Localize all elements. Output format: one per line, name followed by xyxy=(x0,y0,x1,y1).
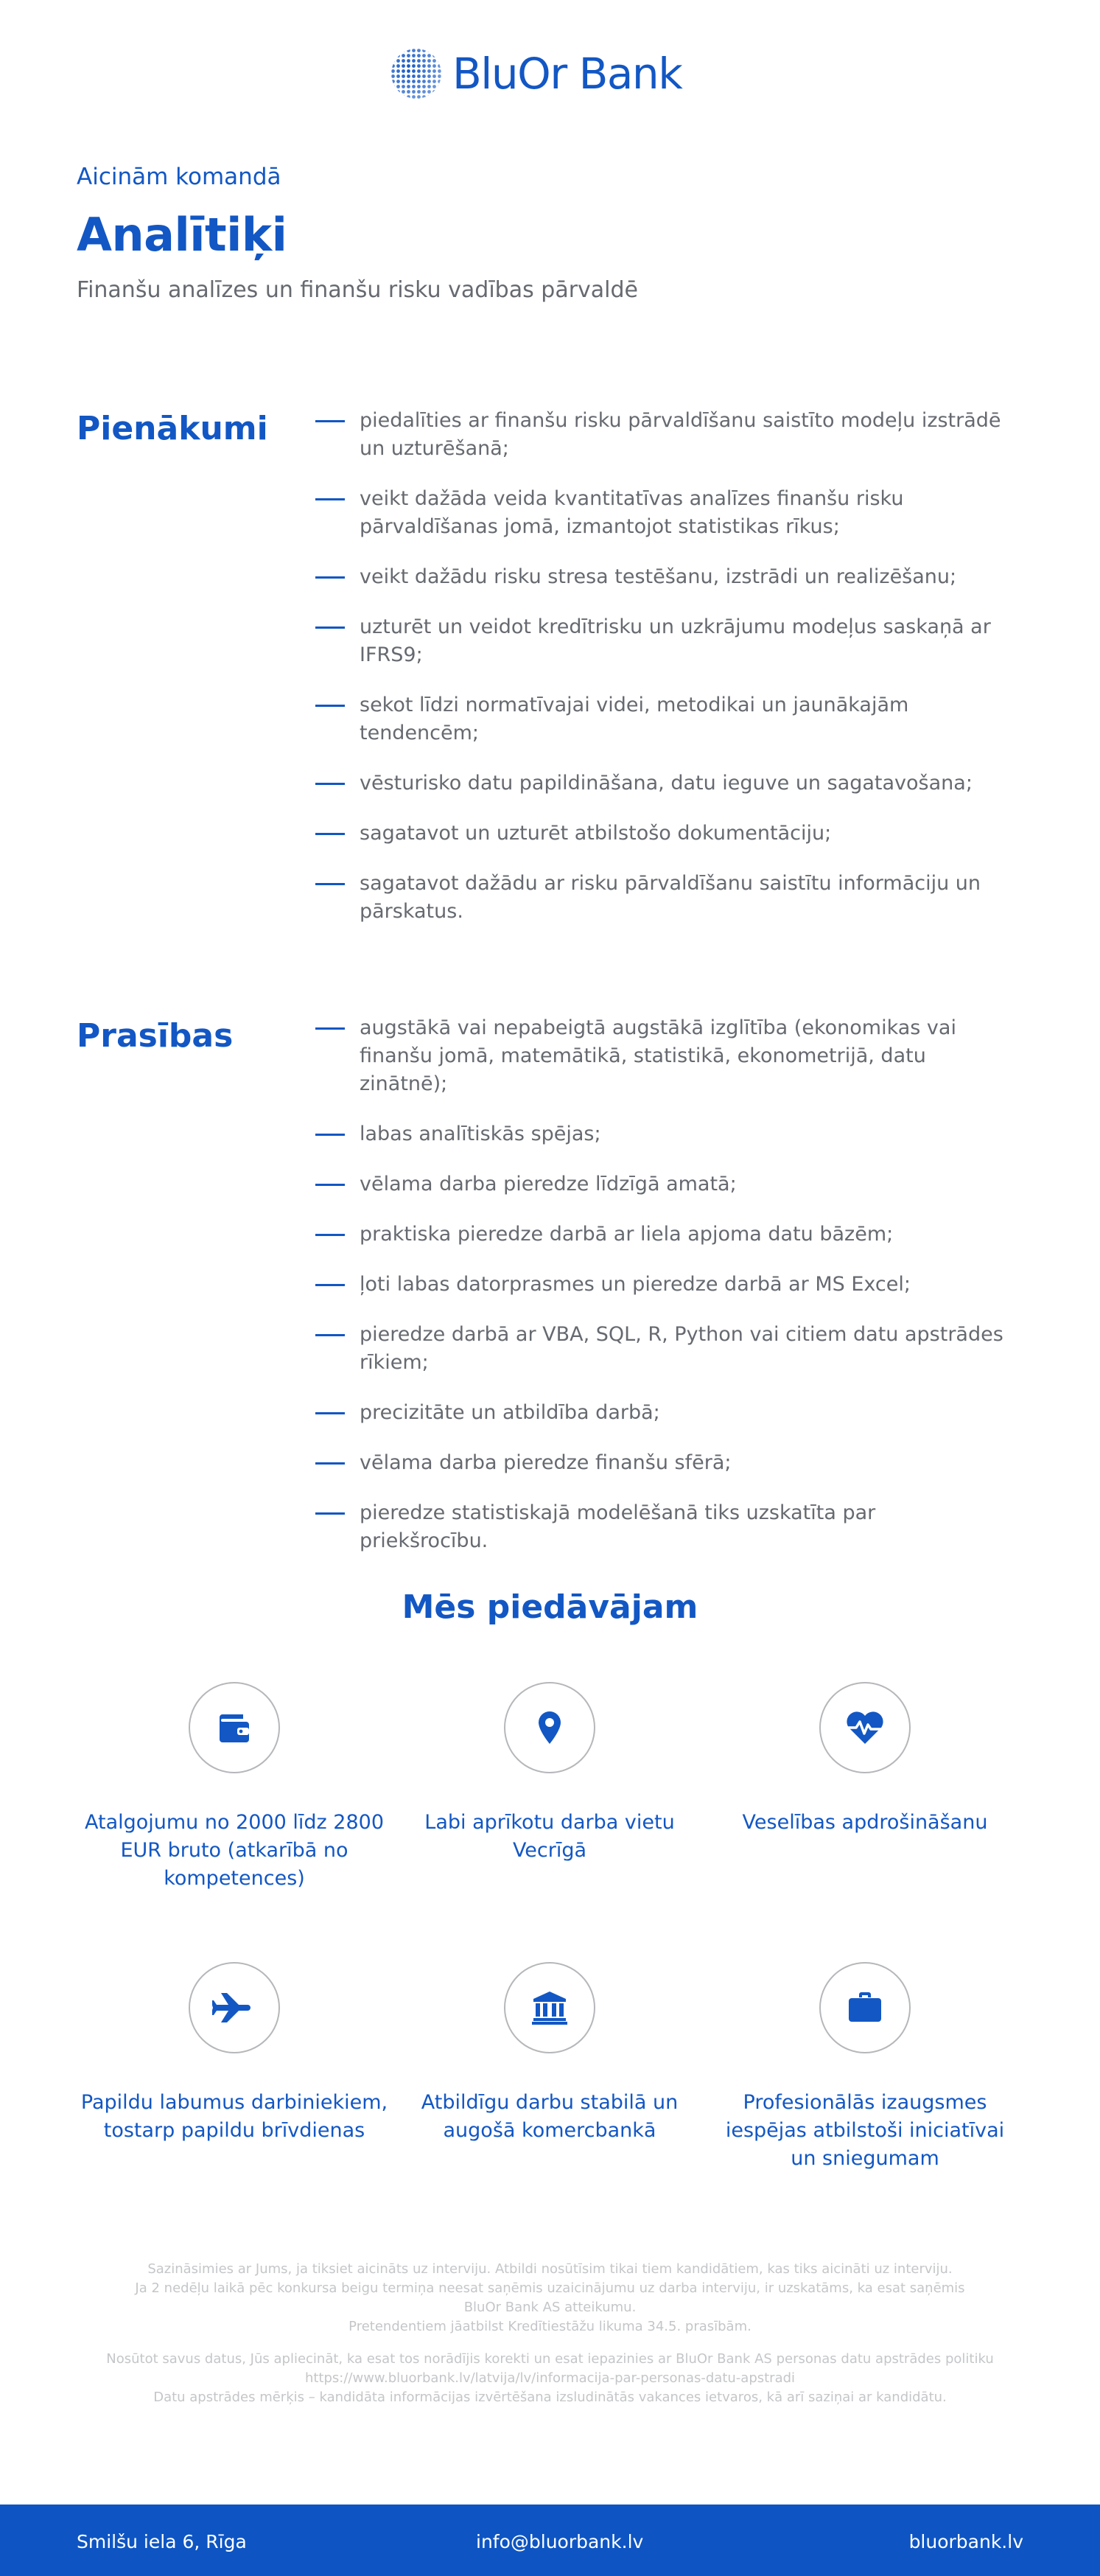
list-item: uzturēt un veidot kredītrisku un uzkrājumu modeļus saskaņā ar IFRS9; xyxy=(315,613,1008,669)
list-item: veikt dažādu risku stresa testēšanu, izstrādi un realizēšanu; xyxy=(315,563,1008,591)
fine-print-line: Ja 2 nedēļu laikā pēc konkursa beigu termiņa neesat saņēmis uzaicinājumu uz darba interviju, ir uzskatāms, ka esat saņēmis xyxy=(135,2280,965,2296)
fine-print-line: BluOr Bank AS atteikumu. xyxy=(463,2300,637,2315)
footer-address: Smilšu iela 6, Rīga xyxy=(77,2531,247,2552)
offer-text: Profesionālās izaugsmes iespējas atbilstoši iniciatīvai un sniegumam xyxy=(725,2091,1005,2170)
offer-icon-circle xyxy=(819,1962,911,2053)
wallet-icon xyxy=(214,1707,255,1748)
bank-logo xyxy=(390,44,715,103)
bank-name: BluOr Bank xyxy=(452,49,682,99)
contact-notice xyxy=(74,2260,1026,2336)
fine-print-line: Nosūtot savus datus, Jūs apliecināt, ka esat tos norādījis korekti un esat iepazinies ar BluOr Bank AS personas datu apstrādes politiku xyxy=(106,2351,994,2367)
fine-print-line: Sazināsimies ar Jums, ja tiksiet aicināts uz interviju. Atbildi nosūtīsim tikai tiem kandidātiem, kas tiks aicināti uz interviju. xyxy=(147,2261,953,2277)
list-item: vēlama darba pieredze līdzīgā amatā; xyxy=(315,1170,1008,1198)
airplane-icon xyxy=(212,1987,256,2028)
page-subtitle: Finanšu analīzes un finanšu risku vadības pārvaldē xyxy=(77,277,639,303)
list-item: ļoti labas datorprasmes un pieredze darbā ar MS Excel; xyxy=(315,1271,1008,1299)
offer-icon-circle xyxy=(189,1682,280,1773)
offer-icon-circle xyxy=(819,1682,911,1773)
duties-title: Pienākumi xyxy=(77,410,268,447)
offer-bank xyxy=(395,1962,704,2145)
list-item: sekot līdzi normatīvajai videi, metodikai un jaunākajām tendencēm; xyxy=(315,691,1008,747)
requirements-list xyxy=(315,1014,1008,1555)
requirements-title: Prasības xyxy=(77,1017,234,1055)
fine-print-line: Pretendentiem jāatbilst Kredītiestāžu likuma 34.5. prasībām. xyxy=(348,2319,752,2334)
dotted-sphere-logo-icon xyxy=(390,48,442,100)
offer-workplace xyxy=(395,1682,704,1865)
list-item: praktiska pieredze darbā ar liela apjoma datu bāzēm; xyxy=(315,1221,1008,1249)
offer-text: Papildu labumus darbiniekiem, tostarp papildu brīvdienas xyxy=(80,2091,388,2142)
offer-salary xyxy=(80,1682,389,1893)
list-item: pieredze statistiskajā modelēšanā tiks uzskatīta par priekšrocību. xyxy=(315,1499,1008,1555)
eyebrow-text: Aicinām komandā xyxy=(77,164,281,190)
offer-growth xyxy=(710,1962,1020,2173)
duties-list xyxy=(315,407,1008,926)
page-title: Analītiķi xyxy=(77,208,287,262)
footer xyxy=(0,2505,1100,2576)
offer-text: Veselības apdrošināšanu xyxy=(742,1811,988,1834)
footer-email-link[interactable]: info@bluorbank.lv xyxy=(476,2531,644,2552)
offers-title: Mēs piedāvājam xyxy=(402,1588,698,1626)
heartbeat-icon xyxy=(843,1707,887,1748)
offer-icon-circle xyxy=(189,1962,280,2053)
offer-icon-circle xyxy=(504,1682,595,1773)
offer-text: Labi aprīkotu darba vietu Vecrīgā xyxy=(424,1811,675,1862)
list-item: augstākā vai nepabeigtā augstākā izglītība (ekonomikas vai finanšu jomā, matemātikā, statistikā, ekonometrijā, datu zinātnē); xyxy=(315,1014,1008,1098)
fine-print-line: Datu apstrādes mērķis – kandidāta informācijas izvērtēšana izsludinātās vakances ietvaros, kā arī saziņai ar kandidātu. xyxy=(153,2390,947,2405)
offer-icon-circle xyxy=(504,1962,595,2053)
bank-building-icon xyxy=(529,1987,570,2028)
offer-text: Atbildīgu darbu stabilā un augošā komercbankā xyxy=(421,2091,679,2142)
list-item: vēsturisko datu papildināšana, datu ieguve un sagatavošana; xyxy=(315,769,1008,797)
list-item: vēlama darba pieredze finanšu sfērā; xyxy=(315,1449,1008,1477)
list-item: sagatavot dažādu ar risku pārvaldīšanu saistītu informāciju un pārskatus. xyxy=(315,870,1008,926)
privacy-notice xyxy=(74,2350,1026,2407)
footer-website-link[interactable]: bluorbank.lv xyxy=(908,2531,1023,2552)
list-item: piedalīties ar finanšu risku pārvaldīšanu saistīto modeļu izstrādē un uzturēšanā; xyxy=(315,407,1008,463)
location-pin-icon xyxy=(529,1707,570,1748)
privacy-policy-link[interactable]: https://www.bluorbank.lv/latvija/lv/informacija-par-personas-datu-apstradi xyxy=(304,2370,796,2386)
list-item: pieredze darbā ar VBA, SQL, R, Python vai citiem datu apstrādes rīkiem; xyxy=(315,1321,1008,1377)
list-item: veikt dažāda veida kvantitatīvas analīzes finanšu risku pārvaldīšanas jomā, izmantojot statistikas rīkus; xyxy=(315,485,1008,541)
briefcase-icon xyxy=(844,1987,886,2028)
list-item: sagatavot un uzturēt atbilstošo dokumentāciju; xyxy=(315,820,1008,848)
offer-health xyxy=(710,1682,1020,1837)
list-item: precizitāte un atbildība darbā; xyxy=(315,1399,1008,1427)
offer-text: Atalgojumu no 2000 līdz 2800 EUR bruto (atkarībā no kompetences) xyxy=(84,1811,384,1890)
offer-benefits xyxy=(80,1962,389,2145)
list-item: labas analītiskās spējas; xyxy=(315,1120,1008,1148)
